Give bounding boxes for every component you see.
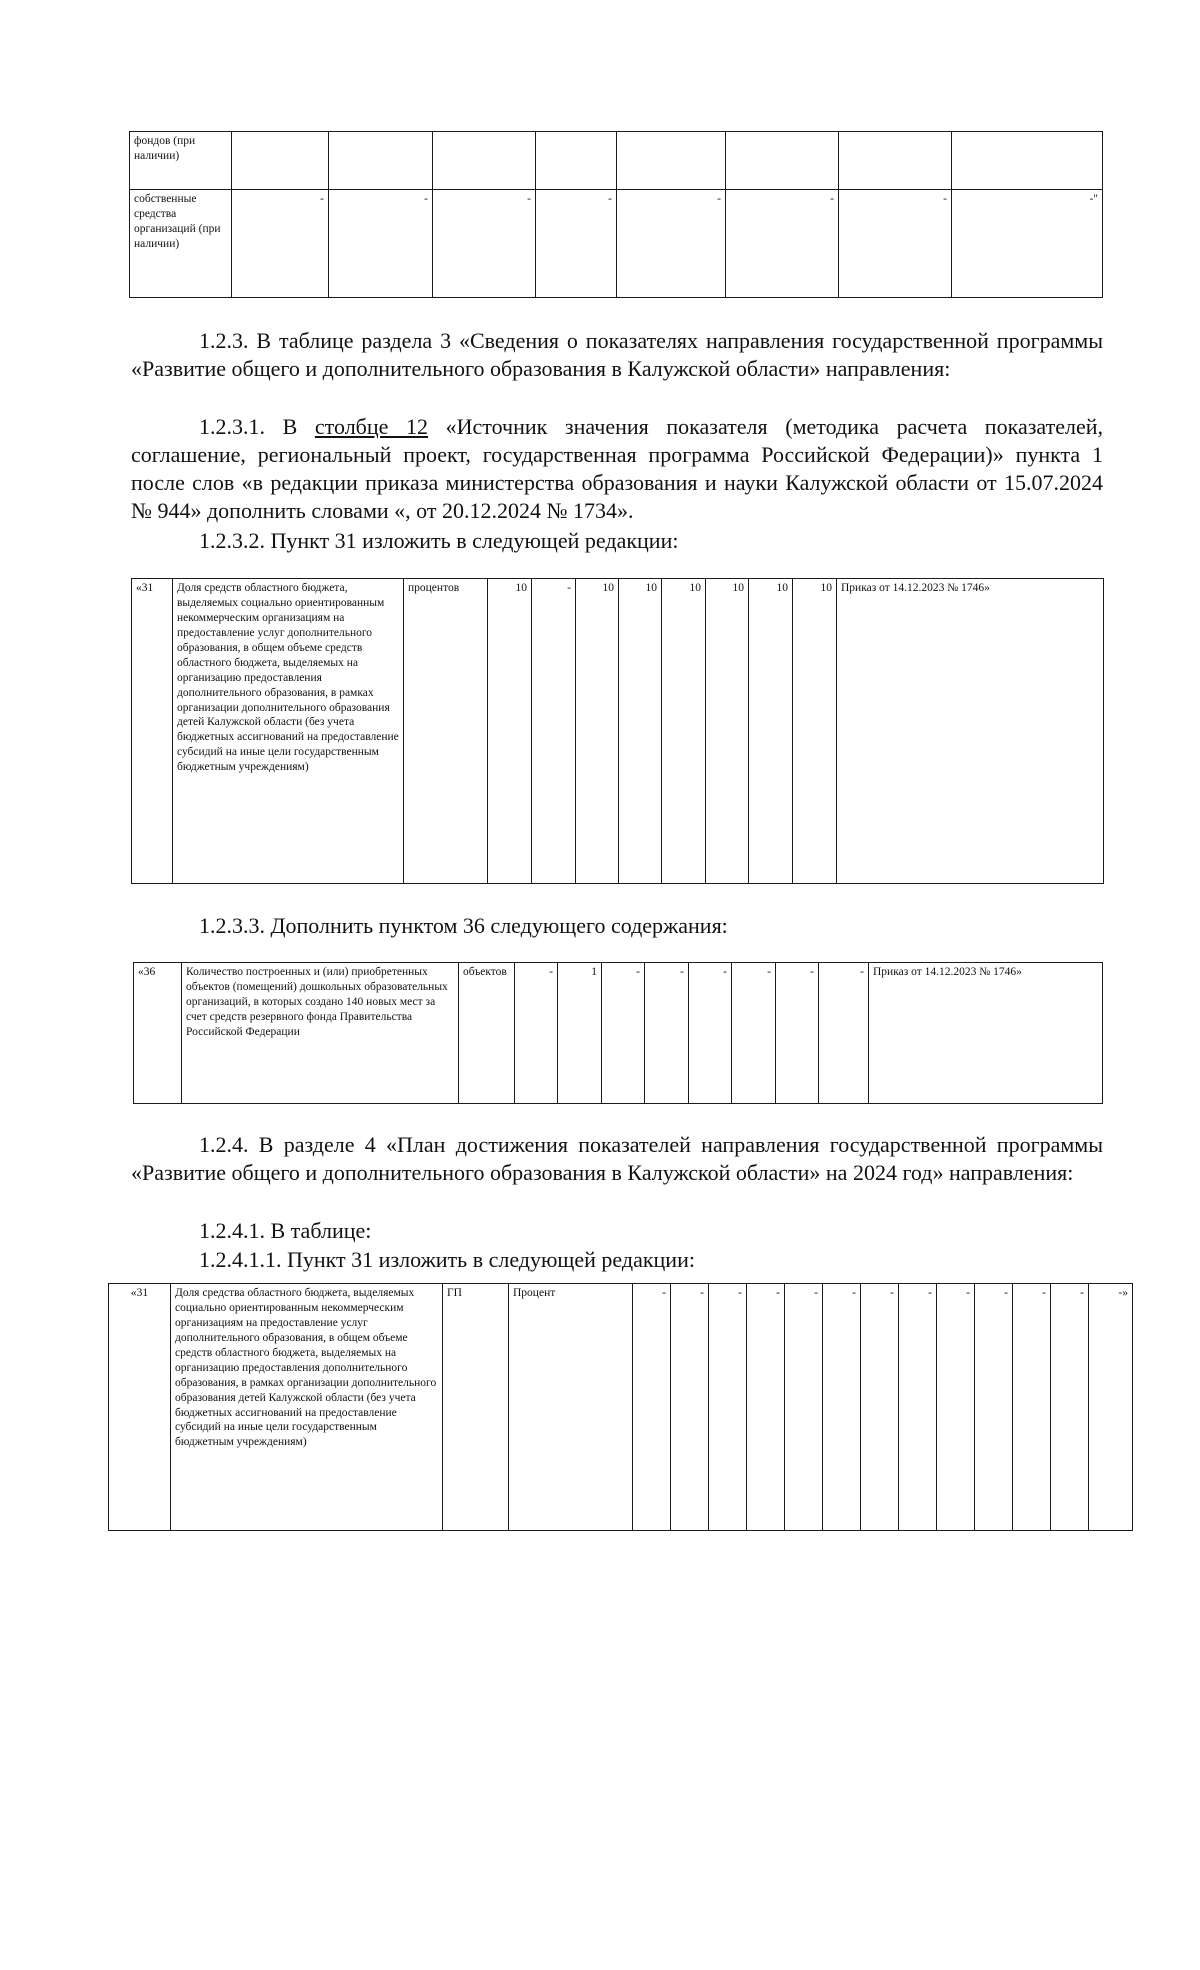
- table-cell: -: [726, 190, 839, 298]
- source-cell: Приказ от 14.12.2023 № 1746»: [837, 579, 1104, 884]
- table-cell: [329, 132, 433, 190]
- indicator-36-table: [133, 962, 1103, 1104]
- value-cell: -: [633, 1284, 671, 1531]
- table-cell: [232, 132, 329, 190]
- table-cell: [839, 132, 952, 190]
- value-cell: 10: [706, 579, 749, 884]
- table-cell: -: [839, 190, 952, 298]
- table-cell: -: [232, 190, 329, 298]
- table-cell: -: [617, 190, 726, 298]
- indicator-name: Количество построенных и (или) приобретенных объектов (помещений) дошкольных образовательных организаций, в которых создано 140 новых мест за счет средств резервного фонда Правительства Российской Федерации: [182, 963, 459, 1104]
- value-cell: 10: [619, 579, 662, 884]
- table-cell: [536, 132, 617, 190]
- value-cell: 1: [558, 963, 602, 1104]
- value-cell: 10: [749, 579, 793, 884]
- value-cell: -: [785, 1284, 823, 1531]
- unit: объектов: [459, 963, 515, 1104]
- value-cell: -: [776, 963, 819, 1104]
- paragraph-text: «Источник значения показателя (методика расчета показателей, соглашение, региональный проект, государственная программа Российской Федерации)» пункта 1 после слов «в редакции приказа министерства образования и науки Калужской области от 15.07.2024 № 944» дополнить словами «, от 20.12.2024 № 1734».: [131, 414, 1103, 523]
- table-cell: [433, 132, 536, 190]
- paragraph-1-2-3-1: [131, 413, 1103, 525]
- table-cell: [617, 132, 726, 190]
- value-cell: -: [515, 963, 558, 1104]
- value-cell: -: [819, 963, 869, 1104]
- value-cell: -: [645, 963, 689, 1104]
- value-cell: -: [747, 1284, 785, 1531]
- sources-table: [129, 131, 1103, 298]
- value-cell: -: [671, 1284, 709, 1531]
- table-row: [130, 190, 1103, 298]
- table-cell: -: [329, 190, 433, 298]
- level-cell: ГП: [443, 1284, 509, 1531]
- paragraph-1-2-4-1-1: 1.2.4.1.1. Пункт 31 изложить в следующей редакции:: [199, 1247, 695, 1272]
- row-number: «31: [109, 1284, 171, 1531]
- paragraph-text: 1.2.3.1. В: [199, 414, 315, 439]
- row-number: «36: [134, 963, 182, 1104]
- table-row: [134, 963, 1103, 1104]
- value-cell: -: [861, 1284, 899, 1531]
- column-reference: столбце 12: [314, 414, 429, 439]
- value-cell: -: [732, 963, 776, 1104]
- row-number: «31: [132, 579, 173, 884]
- indicator-name: Доля средства областного бюджета, выделяемых социально ориентированным некоммерческим организациям на предоставление услуг дополнительного образования, в общем объеме средств областного бюджета, выделяемых на организацию предоставления дополнительного образования, в рамках организации дополнительного образования детей Калужской области (без учета бюджетных ассигнований на предоставление субсидий на иные цели государственным бюджетным учреждениям): [171, 1284, 443, 1531]
- indicator-31-table: [131, 578, 1104, 884]
- value-cell: -: [709, 1284, 747, 1531]
- paragraph-1-2-4: 1.2.4. В разделе 4 «План достижения показателей направления государственной программы «Развитие общего и дополнительного образования в Калужской области» на 2024 год» направления:: [131, 1132, 1103, 1185]
- table-cell: [726, 132, 839, 190]
- value-cell: -: [899, 1284, 937, 1531]
- value-cell: -: [975, 1284, 1013, 1531]
- paragraph-1-2-3: 1.2.3. В таблице раздела 3 «Сведения о показателях направления государственной программы «Развитие общего и дополнительного образования в Калужской области» направления:: [131, 328, 1103, 381]
- paragraph-1-2-3-2: 1.2.3.2. Пункт 31 изложить в следующей редакции:: [199, 528, 679, 553]
- value-cell: -»: [1089, 1284, 1133, 1531]
- value-cell: -: [823, 1284, 861, 1531]
- value-cell: -: [689, 963, 732, 1104]
- paragraph-1-2-4-1: 1.2.4.1. В таблице:: [199, 1218, 372, 1243]
- value-cell: 10: [662, 579, 706, 884]
- value-cell: -: [602, 963, 645, 1104]
- table-row: [109, 1284, 1133, 1531]
- value-cell: -: [1013, 1284, 1051, 1531]
- table-cell: собственные средства организаций (при наличии): [130, 190, 232, 298]
- value-cell: 10: [576, 579, 619, 884]
- value-cell: -: [532, 579, 576, 884]
- table-row: [132, 579, 1104, 884]
- unit: процентов: [404, 579, 488, 884]
- table-cell: [952, 132, 1103, 190]
- plan-31-table: [108, 1283, 1133, 1531]
- value-cell: -: [937, 1284, 975, 1531]
- table-cell: -: [536, 190, 617, 298]
- value-cell: -: [1051, 1284, 1089, 1531]
- value-cell: 10: [488, 579, 532, 884]
- table-row: [130, 132, 1103, 190]
- paragraph-1-2-3-3: 1.2.3.3. Дополнить пунктом 36 следующего содержания:: [199, 913, 728, 938]
- table-cell: фондов (при наличии): [130, 132, 232, 190]
- indicator-name: Доля средств областного бюджета, выделяемых социально ориентированным некоммерческим организациям на предоставление услуг дополнительного образования, в общем объеме средств областного бюджета, выделяемых на организацию предоставления дополнительного образования, в рамках организации дополнительного образования детей Калужской области (без учета бюджетных ассигнований на предоставление субсидий на иные цели государственным бюджетным учреждениям): [173, 579, 404, 884]
- table-cell: -: [433, 190, 536, 298]
- table-cell: -": [952, 190, 1103, 298]
- value-cell: 10: [793, 579, 837, 884]
- source-cell: Приказ от 14.12.2023 № 1746»: [869, 963, 1103, 1104]
- unit: Процент: [509, 1284, 633, 1531]
